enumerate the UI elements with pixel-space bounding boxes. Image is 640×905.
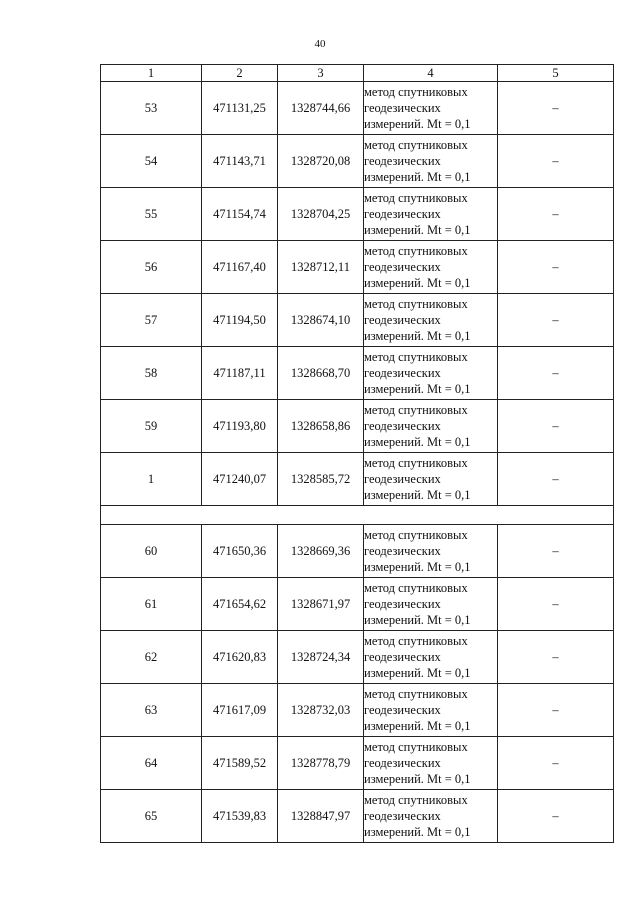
method-text-line1: метод спутниковых (364, 138, 468, 152)
separator-cell (101, 506, 614, 525)
table-row (101, 790, 614, 843)
point-number-cell: 56 (101, 241, 202, 294)
y-coordinate-cell: 1328671,97 (278, 578, 364, 631)
method-text-line3: измерений. Mt = 0,1 (364, 329, 471, 343)
point-number-cell: 55 (101, 188, 202, 241)
x-coordinate-cell: 471617,09 (202, 684, 278, 737)
y-coordinate-cell: 1328744,66 (278, 82, 364, 135)
table-row (101, 684, 614, 737)
column-5-cell: – (498, 578, 614, 631)
method-cell (364, 400, 498, 453)
method-cell (364, 525, 498, 578)
page-number: 40 (314, 38, 326, 50)
column-5-cell: – (498, 737, 614, 790)
method-text-line3: измерений. Mt = 0,1 (364, 117, 471, 131)
y-coordinate-cell: 1328720,08 (278, 135, 364, 188)
method-text-line2: геодезических (364, 313, 441, 327)
method-text-line2: геодезических (364, 366, 441, 380)
table-row (101, 737, 614, 790)
table-row (101, 347, 614, 400)
x-coordinate-cell: 471240,07 (202, 453, 278, 506)
method-text-line1: метод спутниковых (364, 350, 468, 364)
method-text-line2: геодезических (364, 419, 441, 433)
x-coordinate-cell: 471131,25 (202, 82, 278, 135)
method-text-line2: геодезических (364, 472, 441, 486)
method-text-line2: геодезических (364, 207, 441, 221)
y-coordinate-cell: 1328712,11 (278, 241, 364, 294)
column-5-cell: – (498, 631, 614, 684)
method-text-line1: метод спутниковых (364, 793, 468, 807)
table-row (101, 188, 614, 241)
column-5-cell: – (498, 790, 614, 843)
method-text-line3: измерений. Mt = 0,1 (364, 223, 471, 237)
column-5-cell: – (498, 82, 614, 135)
method-cell (364, 737, 498, 790)
header-col-1: 1 (101, 65, 202, 82)
point-number-cell: 58 (101, 347, 202, 400)
method-text-line1: метод спутниковых (364, 687, 468, 701)
method-text-line3: измерений. Mt = 0,1 (364, 488, 471, 502)
point-number-cell: 59 (101, 400, 202, 453)
y-coordinate-cell: 1328585,72 (278, 453, 364, 506)
method-text-line1: метод спутниковых (364, 634, 468, 648)
method-text-line1: метод спутниковых (364, 403, 468, 417)
x-coordinate-cell: 471650,36 (202, 525, 278, 578)
table-row (101, 578, 614, 631)
column-5-cell: – (498, 188, 614, 241)
y-coordinate-cell: 1328778,79 (278, 737, 364, 790)
y-coordinate-cell: 1328847,97 (278, 790, 364, 843)
column-5-cell: – (498, 453, 614, 506)
column-5-cell: – (498, 525, 614, 578)
point-number-cell: 54 (101, 135, 202, 188)
method-text-line1: метод спутниковых (364, 528, 468, 542)
table-row (101, 525, 614, 578)
x-coordinate-cell: 471620,83 (202, 631, 278, 684)
method-cell (364, 82, 498, 135)
method-text-line3: измерений. Mt = 0,1 (364, 719, 471, 733)
method-text-line2: геодезических (364, 756, 441, 770)
method-cell (364, 135, 498, 188)
y-coordinate-cell: 1328732,03 (278, 684, 364, 737)
method-cell (364, 188, 498, 241)
point-number-cell: 57 (101, 294, 202, 347)
method-text-line3: измерений. Mt = 0,1 (364, 613, 471, 627)
column-5-cell: – (498, 294, 614, 347)
method-text-line2: геодезических (364, 101, 441, 115)
method-text-line2: геодезических (364, 703, 441, 717)
y-coordinate-cell: 1328668,70 (278, 347, 364, 400)
point-number-cell: 63 (101, 684, 202, 737)
method-text-line1: метод спутниковых (364, 740, 468, 754)
method-cell (364, 790, 498, 843)
column-5-cell: – (498, 684, 614, 737)
point-number-cell: 60 (101, 525, 202, 578)
method-text-line1: метод спутниковых (364, 244, 468, 258)
method-text-line1: метод спутниковых (364, 191, 468, 205)
column-5-cell: – (498, 347, 614, 400)
coordinates-table (100, 64, 614, 843)
y-coordinate-cell: 1328658,86 (278, 400, 364, 453)
method-cell (364, 294, 498, 347)
x-coordinate-cell: 471187,11 (202, 347, 278, 400)
method-cell (364, 578, 498, 631)
column-5-cell: – (498, 241, 614, 294)
header-col-3: 3 (278, 65, 364, 82)
x-coordinate-cell: 471143,71 (202, 135, 278, 188)
method-text-line2: геодезических (364, 154, 441, 168)
method-cell (364, 347, 498, 400)
method-text-line3: измерений. Mt = 0,1 (364, 772, 471, 786)
method-text-line1: метод спутниковых (364, 581, 468, 595)
method-text-line3: измерений. Mt = 0,1 (364, 382, 471, 396)
table-row (101, 631, 614, 684)
table-row (101, 82, 614, 135)
method-text-line3: измерений. Mt = 0,1 (364, 666, 471, 680)
method-cell (364, 453, 498, 506)
point-number-cell: 61 (101, 578, 202, 631)
method-text-line3: измерений. Mt = 0,1 (364, 560, 471, 574)
x-coordinate-cell: 471154,74 (202, 188, 278, 241)
y-coordinate-cell: 1328724,34 (278, 631, 364, 684)
header-col-2: 2 (202, 65, 278, 82)
table-row (101, 453, 614, 506)
method-cell (364, 241, 498, 294)
method-text-line3: измерений. Mt = 0,1 (364, 435, 471, 449)
method-cell (364, 684, 498, 737)
x-coordinate-cell: 471539,83 (202, 790, 278, 843)
separator-row (101, 506, 614, 525)
table-row (101, 135, 614, 188)
method-text-line2: геодезических (364, 650, 441, 664)
method-cell (364, 631, 498, 684)
x-coordinate-cell: 471194,50 (202, 294, 278, 347)
header-row (101, 65, 614, 82)
method-text-line3: измерений. Mt = 0,1 (364, 825, 471, 839)
y-coordinate-cell: 1328669,36 (278, 525, 364, 578)
point-number-cell: 65 (101, 790, 202, 843)
method-text-line2: геодезических (364, 809, 441, 823)
y-coordinate-cell: 1328674,10 (278, 294, 364, 347)
method-text-line2: геодезических (364, 597, 441, 611)
table-row (101, 400, 614, 453)
column-5-cell: – (498, 135, 614, 188)
table-row (101, 294, 614, 347)
header-col-5: 5 (498, 65, 614, 82)
point-number-cell: 64 (101, 737, 202, 790)
method-text-line2: геодезических (364, 260, 441, 274)
method-text-line1: метод спутниковых (364, 85, 468, 99)
method-text-line3: измерений. Mt = 0,1 (364, 170, 471, 184)
method-text-line2: геодезических (364, 544, 441, 558)
x-coordinate-cell: 471193,80 (202, 400, 278, 453)
x-coordinate-cell: 471167,40 (202, 241, 278, 294)
x-coordinate-cell: 471654,62 (202, 578, 278, 631)
header-col-4: 4 (364, 65, 498, 82)
method-text-line1: метод спутниковых (364, 456, 468, 470)
y-coordinate-cell: 1328704,25 (278, 188, 364, 241)
method-text-line3: измерений. Mt = 0,1 (364, 276, 471, 290)
x-coordinate-cell: 471589,52 (202, 737, 278, 790)
column-5-cell: – (498, 400, 614, 453)
point-number-cell: 1 (101, 453, 202, 506)
method-text-line1: метод спутниковых (364, 297, 468, 311)
point-number-cell: 62 (101, 631, 202, 684)
point-number-cell: 53 (101, 82, 202, 135)
table-row (101, 241, 614, 294)
